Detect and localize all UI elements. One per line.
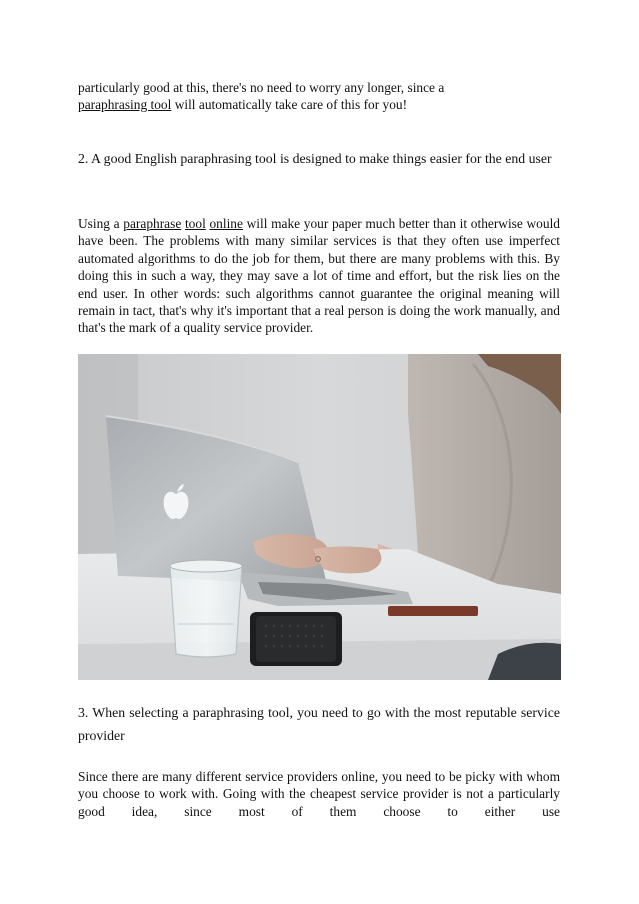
section-2-paragraph — [78, 215, 560, 337]
section-2-heading: 2. A good English paraphrasing tool is designed to make things easier for the end user — [78, 151, 552, 166]
section-3-heading: 3. When selecting a paraphrasing tool, you need to go with the most reputable service provider — [78, 705, 560, 743]
tool-link[interactable]: tool — [184, 216, 206, 231]
section-2-text-start: Using a — [78, 216, 124, 231]
intro-text-before: particularly good at this, there's no need to worry any longer, since a — [78, 80, 445, 95]
paraphrase-link[interactable]: paraphrase — [123, 216, 182, 231]
section-3-paragraph: Since there are many different service providers online, you need to be picky with whom you choose to work with. Going with the cheapest service provider is not a particularly good idea, since most of them choose to either use — [78, 769, 560, 819]
laptop-photo — [78, 354, 561, 680]
paraphrasing-tool-link[interactable]: paraphrasing tool — [78, 97, 172, 113]
online-link[interactable]: online — [209, 216, 243, 231]
section-2-text-rest: will make your paper much better than it otherwise would have been. The problems with many similar services is that they often use imperfect automated algorithms to do the job for them, but there are many problems with this. By doing this in such a way, they may save a lot of time and effort, but the risk lies on the end user. In other words: such algorithms cannot guarantee the original meaning will remain in tact, that's why it's important that a real person is doing the work manually, and that's the mark of a quality service provider. — [78, 216, 560, 336]
intro-text-after: will automatically take care of this for you! — [171, 97, 408, 113]
intro-paragraph — [78, 79, 560, 114]
